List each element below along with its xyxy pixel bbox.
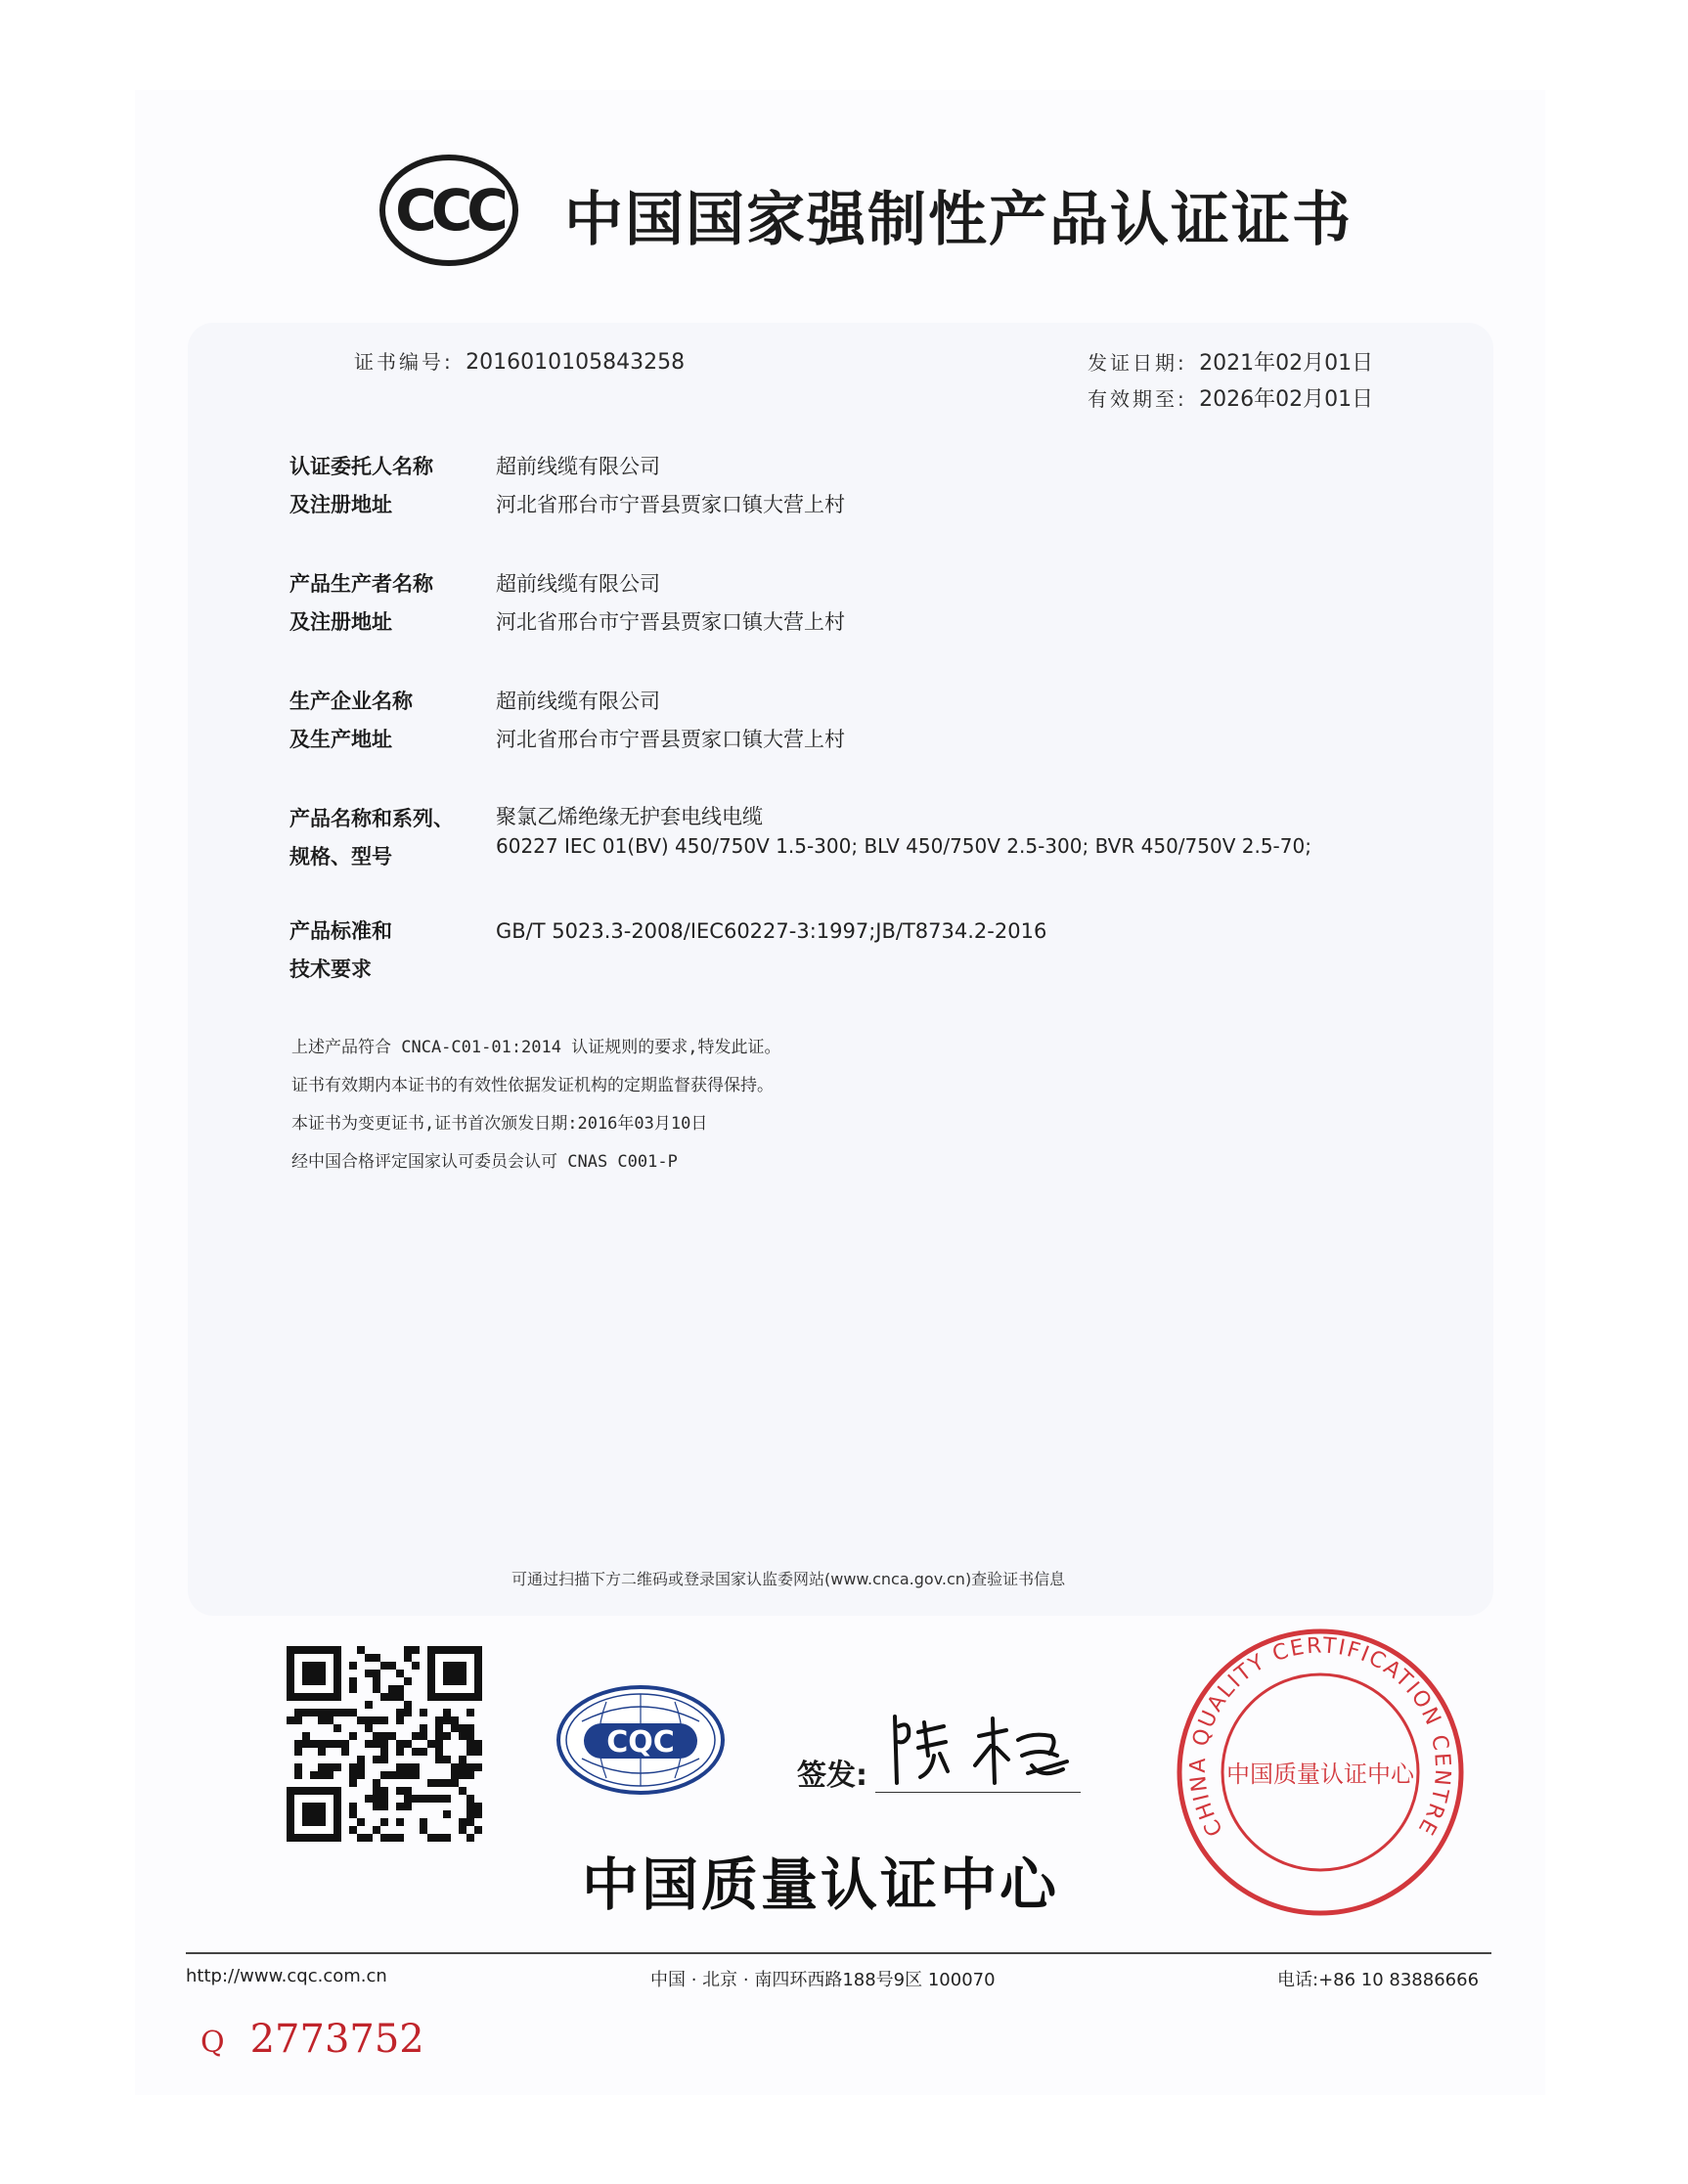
qr-module [365,1670,373,1677]
qr-module [420,1818,427,1826]
qr-module [420,1748,427,1756]
qr-module [435,1740,443,1748]
qr-module [365,1654,373,1662]
qr-module [474,1740,482,1748]
field-value-line: 超前线缆有限公司 [496,455,660,478]
qr-module [396,1748,404,1756]
qr-module [326,1771,333,1779]
qr-module [459,1826,466,1834]
qr-module [357,1716,365,1724]
valid-until-value: 2026年02月01日 [1199,387,1374,412]
svg-text:中国质量认证中心: 中国质量认证中心 [1226,1761,1414,1788]
qr-module [333,1709,341,1716]
official-seal-stamp [1174,1626,1467,1919]
qr-module [349,1771,357,1779]
qr-module [357,1818,365,1826]
qr-module [326,1763,333,1771]
qr-module [396,1787,404,1795]
qr-module [443,1756,451,1763]
issuer-name: 中国质量认证中心 [582,1851,1060,1918]
qr-module [474,1826,482,1834]
note-line: 上述产品符合 CNCA-C01-01:2014 认证规则的要求,特发此证。 [291,1038,781,1057]
serial-prefix: Q [200,2026,225,2060]
field-value-line: 超前线缆有限公司 [496,572,660,596]
qr-module [294,1771,302,1779]
header [377,152,1353,279]
qr-module [466,1748,474,1756]
qr-module [435,1795,443,1803]
svg-text:CHINA QUALITY CERTIFICATION CE: CHINA QUALITY CERTIFICATION CENTRE [1185,1633,1455,1841]
qr-module [294,1748,302,1756]
qr-module [380,1748,388,1756]
qr-module [404,1701,412,1709]
field-label-line: 产品生产者名称 [289,572,433,596]
field-value-line: 超前线缆有限公司 [496,690,660,713]
qr-module [302,1709,310,1716]
qr-module [380,1818,388,1826]
qr-module [349,1779,357,1787]
qr-module [365,1701,373,1709]
qr-module [420,1732,427,1740]
qr-module [427,1795,435,1803]
qr-module [396,1803,404,1810]
qr-module [373,1803,380,1810]
qr-module [349,1810,357,1818]
qr-module [373,1740,380,1748]
qr-module [466,1740,474,1748]
qr-module [435,1834,443,1842]
qr-module [396,1740,404,1748]
qr-module [294,1763,302,1771]
qr-module [380,1787,388,1795]
qr-module [365,1740,373,1748]
qr-module [349,1662,357,1670]
qr-module [310,1709,318,1716]
qr-module [474,1810,482,1818]
qr-module [412,1646,420,1654]
qr-module [318,1716,326,1724]
qr-module [373,1670,380,1677]
qr-module [388,1685,396,1693]
qr-module [427,1779,435,1787]
qr-module [466,1810,474,1818]
qr-module [294,1716,302,1724]
qr-module [287,1716,294,1724]
field-value-line: 河北省邢台市宁晋县贾家口镇大营上村 [496,493,845,516]
qr-module [380,1716,388,1724]
qr-module [451,1763,459,1771]
certificate-notes [291,1029,1269,1181]
qr-module [349,1763,357,1771]
qr-module [388,1693,396,1701]
qr-module [435,1779,443,1787]
qr-module [451,1771,459,1779]
qr-module [294,1740,302,1748]
qr-module [373,1677,380,1685]
serial-value: 2773752 [249,2017,424,2062]
manufacturer-value [496,565,1474,642]
qr-finder-pattern [302,1662,326,1685]
qr-module [310,1740,318,1748]
qr-module [380,1756,388,1763]
qr-module [349,1826,357,1834]
qr-module [420,1709,427,1716]
qr-module [380,1693,388,1701]
factory-label [289,683,485,759]
issue-date-value: 2021年02月01日 [1199,351,1374,376]
manufacturer-label [289,565,485,642]
field-label-line: 认证委托人名称 [289,455,433,478]
qr-module [388,1662,396,1670]
qr-module [459,1787,466,1795]
qr-module [349,1685,357,1693]
qr-module [404,1740,412,1748]
note-line: 证书有效期内本证书的有效性依据发证机构的定期监督获得保持。 [291,1076,774,1095]
qr-module [302,1732,310,1740]
footer-address: 中国 · 北京 · 南四环西路188号9区 100070 [650,1970,996,1990]
certificate-number-value: 2016010105843258 [466,350,686,375]
product-label [289,800,485,876]
qr-module [365,1834,373,1842]
signature-line [875,1792,1081,1793]
qr-module [396,1834,404,1842]
qr-module [451,1724,459,1732]
qr-finder-pattern [443,1662,466,1685]
qr-module [443,1834,451,1842]
factory-value [496,683,1474,759]
qr-module [373,1795,380,1803]
field-label-line: 技术要求 [289,958,372,981]
qr-module [412,1795,420,1803]
qr-module [404,1803,412,1810]
qr-module [326,1716,333,1724]
field-label-line: 及注册地址 [289,610,392,634]
qr-code-icon[interactable] [287,1646,482,1842]
qr-module [435,1732,443,1740]
qr-module [349,1709,357,1716]
qr-module [404,1654,412,1662]
footer-divider [186,1952,1491,1954]
qr-module [396,1716,404,1724]
svg-text:CQC: CQC [606,1725,675,1760]
qr-module [474,1763,482,1771]
field-value-line: 聚氯乙烯绝缘无护套电线电缆 [496,805,763,828]
qr-module [357,1771,365,1779]
qr-module [451,1716,459,1724]
qr-module [466,1795,474,1803]
qr-module [365,1716,373,1724]
qr-module [373,1779,380,1787]
qr-module [412,1763,420,1771]
qr-module [396,1709,404,1716]
field-label-line: 产品名称和系列、 [289,807,454,830]
issue-date-label: 发证日期: [1088,351,1187,375]
qr-module [365,1724,373,1732]
footer-phone: 电话:+86 10 83886666 [1277,1970,1480,1990]
qr-module [318,1763,326,1771]
qr-module [459,1724,466,1732]
qr-module [333,1724,341,1732]
qr-module [373,1716,380,1724]
qr-module [365,1795,373,1803]
qr-module [474,1803,482,1810]
qr-module [318,1748,326,1756]
qr-module [412,1771,420,1779]
qr-module [435,1716,443,1724]
qr-module [404,1677,412,1685]
qr-module [443,1795,451,1803]
qr-module [357,1756,365,1763]
qr-module [443,1716,451,1724]
qr-module [412,1748,420,1756]
qr-module [318,1740,326,1748]
qr-module [341,1740,349,1748]
qr-module [451,1779,459,1787]
issue-date [1088,346,1373,377]
standards-value [496,913,1474,951]
qr-module [380,1834,388,1842]
certificate-number-label: 证书编号: [354,350,454,374]
qr-module [443,1732,451,1740]
qr-module [349,1677,357,1685]
valid-until [1088,382,1373,413]
qr-module [466,1818,474,1826]
qr-module [459,1818,466,1826]
qr-module [388,1771,396,1779]
qr-module [373,1787,380,1795]
qr-module [466,1732,474,1740]
qr-module [459,1732,466,1740]
qr-module [459,1756,466,1763]
standards-label [289,913,485,989]
field-value-line: 河北省邢台市宁晋县贾家口镇大营上村 [496,610,845,634]
qr-module [294,1709,302,1716]
qr-module [373,1654,380,1662]
qr-module [466,1834,474,1842]
qr-module [396,1771,404,1779]
field-label-line: 及注册地址 [289,493,392,516]
qr-module [404,1763,412,1771]
qr-module [404,1787,412,1795]
field-label-line: 及生产地址 [289,728,392,751]
qr-module [380,1795,388,1803]
qr-module [466,1763,474,1771]
qr-module [388,1732,396,1740]
qr-module [435,1756,443,1763]
note-line: 本证书为变更证书,证书首次颁发日期:2016年03月10日 [291,1114,708,1134]
qr-module [466,1709,474,1716]
qr-module [396,1818,404,1826]
applicant-label [289,448,485,524]
qr-module [326,1709,333,1716]
qr-module [396,1693,404,1701]
qr-module [420,1724,427,1732]
qr-module [412,1732,420,1740]
signature-label: 签发: [797,1759,867,1793]
qr-module [373,1756,380,1763]
qr-module [420,1826,427,1834]
applicant-value [496,448,1474,524]
qr-module [349,1803,357,1810]
qr-module [435,1724,443,1732]
field-label-line: 产品标准和 [289,919,392,943]
qr-module [404,1646,412,1654]
product-value [496,800,1474,861]
serial-number [200,2017,424,2062]
qr-module [427,1834,435,1842]
qr-module [373,1732,380,1740]
footer-website[interactable]: http://www.cqc.com.cn [186,1966,387,1986]
certificate-title: 中国国家强制性产品认证证书 [564,186,1353,254]
certificate-number [354,346,685,375]
qr-finder-pattern [302,1803,326,1826]
valid-until-label: 有效期至: [1088,387,1187,411]
qr-module [443,1810,451,1818]
qr-module [396,1670,404,1677]
qr-module [459,1763,466,1771]
qr-module [310,1771,318,1779]
qr-module [318,1771,326,1779]
qr-module [466,1724,474,1732]
qr-module [412,1662,420,1670]
qr-module [380,1662,388,1670]
qr-module [388,1834,396,1842]
qr-module [466,1803,474,1810]
qr-module [357,1763,365,1771]
qr-module [380,1803,388,1810]
handwritten-signature [885,1697,1081,1795]
qr-module [435,1748,443,1756]
qr-module [443,1779,451,1787]
ccc-logo-icon [377,152,521,269]
qr-module [357,1834,365,1842]
qr-module [380,1740,388,1748]
qr-module [420,1795,427,1803]
note-line: 经中国合格评定国家认可委员会认可 CNAS C001-P [291,1152,678,1172]
field-label-line: 生产企业名称 [289,690,413,713]
qr-module [341,1709,349,1716]
qr-module [373,1685,380,1693]
qr-module [396,1685,404,1693]
field-value-line: 河北省邢台市宁晋县贾家口镇大营上村 [496,728,845,751]
field-value-line: 60227 IEC 01(BV) 450/750V 1.5-300; BLV 450/750V 2.5-300; BVR 450/750V 2.5-70; [496,834,1311,858]
verification-instructions: 可通过扫描下方二维码或登录国家认监委网站(www.cnca.gov.cn)查验证书信息 [511,1570,1066,1588]
qr-module [396,1763,404,1771]
field-value-line: GB/T 5023.3-2008/IEC60227-3:1997;JB/T8734.2-2016 [496,919,1047,943]
qr-module [326,1740,333,1748]
qr-module [380,1732,388,1740]
qr-module [302,1740,310,1748]
qr-module [459,1771,466,1779]
qr-module [349,1732,357,1740]
qr-module [474,1748,482,1756]
qr-module [404,1709,412,1716]
qr-module [466,1771,474,1779]
qr-module [443,1709,451,1716]
qr-module [341,1748,349,1756]
qr-module [427,1740,435,1748]
cqc-logo-icon [553,1682,729,1798]
qr-module [373,1826,380,1834]
qr-module [318,1709,326,1716]
qr-module [404,1795,412,1803]
qr-module [333,1763,341,1771]
qr-module [357,1646,365,1654]
svg-text:CCC: CCC [395,177,503,244]
qr-module [404,1771,412,1779]
qr-module [380,1771,388,1779]
field-label-line: 规格、型号 [289,845,392,869]
qr-module [333,1740,341,1748]
